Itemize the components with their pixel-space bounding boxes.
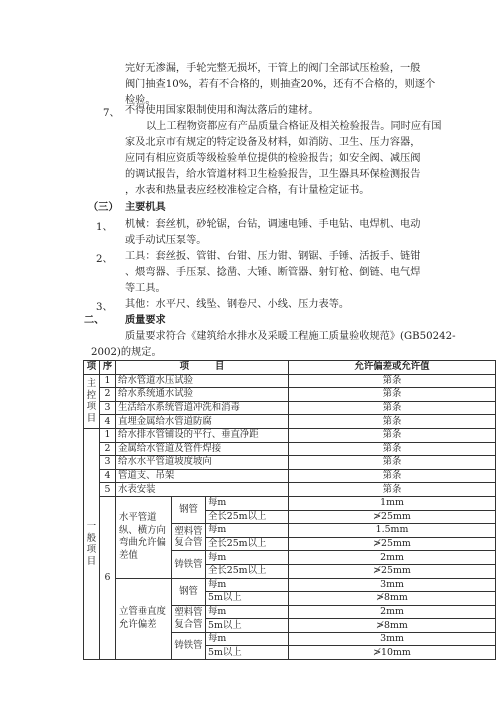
row-value: 第条 — [289, 374, 496, 388]
row-item: 直埋金属给水管道防腐 — [116, 415, 289, 429]
row-no: 4 — [100, 469, 116, 483]
row-value: 3mm — [289, 632, 496, 646]
table-row — [84, 442, 496, 456]
row-value: ≯25mm — [289, 510, 496, 524]
row-value: 3mm — [289, 578, 496, 592]
row-value: 2mm — [289, 551, 496, 565]
section-3-title: 主要机具 — [125, 201, 166, 213]
horizontal-plastic-pipe: 塑料管复合管 — [172, 524, 206, 551]
row-item: 给水系统通水试验 — [116, 388, 289, 402]
tool-2-line-3: 等工具。 — [125, 283, 166, 294]
tool-3-number: 3、 — [96, 302, 113, 313]
row-condition: 每m — [206, 632, 289, 646]
row-item: 生活给水系统管道冲洗和消毒 — [116, 401, 289, 415]
row-value: 第条 — [289, 469, 496, 483]
intro-line-3: 检验。 — [125, 95, 156, 106]
row-value: 第条 — [289, 401, 496, 415]
row-condition: 5m以上 — [206, 619, 289, 633]
table-row — [84, 456, 496, 470]
section-3-number: （三） — [88, 201, 119, 213]
row-value: ≯25mm — [289, 537, 496, 551]
row-no: 5 — [100, 483, 116, 497]
row-condition: 每m — [206, 496, 289, 510]
item-7-number: 7、 — [103, 108, 120, 119]
row-condition: 全长25m以上 — [206, 564, 289, 578]
row-value: 1.5mm — [289, 524, 496, 538]
row-no: 3 — [100, 401, 116, 415]
table-row — [84, 401, 496, 415]
row-value: 第条 — [289, 388, 496, 402]
vertical-steel-pipe: 钢管 — [172, 578, 206, 605]
para-line-3: 应同有相应资质等级检验单位提供的检验报告；如安全阀、减压阀 — [125, 153, 421, 164]
quality-table — [83, 360, 496, 660]
table-row — [84, 374, 496, 388]
row-no: 1 — [100, 374, 116, 388]
tool-2-line-1: 工具：套丝扳、管钳、台钳、压力钳、钢锯、手锤、活扳手、链钳 — [125, 251, 421, 262]
row-no: 1 — [100, 428, 116, 442]
row-item: 给水管道水压试验 — [116, 374, 289, 388]
item-7-text: 不得使用国家限制使用和淘汰落后的建材。 — [125, 105, 319, 116]
row-value: ≯8mm — [289, 592, 496, 606]
row-condition: 每m — [206, 551, 289, 565]
section-2-number: 二、 — [84, 314, 105, 326]
tool-2-number: 2、 — [96, 254, 113, 265]
section-2-title: 质量要求 — [125, 314, 166, 326]
header-tolerance: 允许偏差或允许值 — [289, 361, 496, 375]
table-row — [84, 578, 496, 592]
tool-1-line-1: 机械：套丝机，砂轮锯，台钻，调速电锤、手电钻、电焊机、电动 — [125, 219, 421, 230]
row-value: ≯8mm — [289, 619, 496, 633]
row-value: ≯10mm — [289, 646, 496, 660]
tool-2-line-2: 、煨弯器、手压泵、捻凿、大锤、断管器、射钉枪、倒链、电气焊 — [125, 267, 421, 278]
table-row — [84, 388, 496, 402]
table-row — [84, 469, 496, 483]
row-condition: 每m — [206, 578, 289, 592]
para-line-4: 的调试报告，给水管道材料卫生检验报告，卫生器具环保检测报告 — [125, 169, 421, 180]
quality-line-2: 2002)的规定。 — [91, 347, 162, 358]
vertical-plastic-pipe: 塑料管复合管 — [172, 605, 206, 632]
row-value: 1mm — [289, 496, 496, 510]
para-line-5: ，水表和热量表应经校准检定合格，有计量检定证书。 — [125, 185, 370, 196]
row-condition: 全长25m以上 — [206, 510, 289, 524]
row-condition: 每m — [206, 524, 289, 538]
intro-line-2: 阀门抽查10%，若有不合格的，则抽查20%，还有不合格的，则逐个 — [125, 79, 436, 90]
table-row — [84, 428, 496, 442]
tool-1-number: 1、 — [96, 222, 113, 233]
row-value: 2mm — [289, 605, 496, 619]
row-value: 第条 — [289, 456, 496, 470]
general-label: 一般项目 — [84, 428, 100, 659]
row-item: 管道支、吊架 — [116, 469, 289, 483]
row-no: 2 — [100, 388, 116, 402]
intro-line-1: 完好无渗漏，手轮完整无损坏，干管上的阀门全部试压检验，一般 — [125, 63, 421, 74]
row-condition: 每m — [206, 605, 289, 619]
row-condition: 5m以上 — [206, 592, 289, 606]
row-value: ≯25mm — [289, 564, 496, 578]
row-value: 第条 — [289, 428, 496, 442]
table-row — [84, 415, 496, 429]
row-item: 给水排水管铺设的平行、垂直净距 — [116, 428, 289, 442]
tool-1-line-2: 或手动试压泵等。 — [125, 235, 207, 246]
vertical-iron-pipe: 铸铁管 — [172, 632, 206, 659]
horizontal-iron-pipe: 铸铁管 — [172, 551, 206, 578]
table-row — [84, 483, 496, 497]
row-value: 第条 — [289, 483, 496, 497]
table-row — [84, 496, 496, 510]
quality-line-1: 质量要求符合《建筑给水排水及采暖工程施工质量验收规范》(GB50242- — [125, 331, 456, 342]
row-no: 3 — [100, 456, 116, 470]
para-line-2: 家及北京市有规定的特定设备及材料，如消防、卫生、压力容器， — [125, 137, 421, 148]
row-item: 金属给水管道及管件焊接 — [116, 442, 289, 456]
tool-3-line-1: 其他：水平尺、线坠、钢卷尺、小线、压力表等。 — [125, 299, 350, 310]
vertical-deviation-label: 立管垂直度允许偏差 — [116, 578, 172, 660]
main-control-label: 主控项目 — [84, 374, 100, 428]
horizontal-deviation-label: 水平管道纵、横方向弯曲允许偏差值 — [116, 496, 172, 578]
header-seq: 序 — [100, 361, 116, 375]
row-value: 第条 — [289, 442, 496, 456]
horizontal-steel-pipe: 钢管 — [172, 496, 206, 523]
row-no: 4 — [100, 415, 116, 429]
row-6-no: 6 — [100, 496, 116, 659]
row-item: 水表安装 — [116, 483, 289, 497]
header-item: 项 目 — [116, 361, 289, 375]
row-item: 给水水平管道坡度坡向 — [116, 456, 289, 470]
row-no: 2 — [100, 442, 116, 456]
para-line-1: 以上工程物资都应有产品质量合格证及相关检验报告。同时应有国 — [146, 121, 442, 132]
row-condition: 5m以上 — [206, 646, 289, 660]
row-condition: 全长25m以上 — [206, 537, 289, 551]
table-header-row — [84, 361, 496, 375]
header-category: 项 — [84, 361, 100, 375]
row-value: 第条 — [289, 415, 496, 429]
